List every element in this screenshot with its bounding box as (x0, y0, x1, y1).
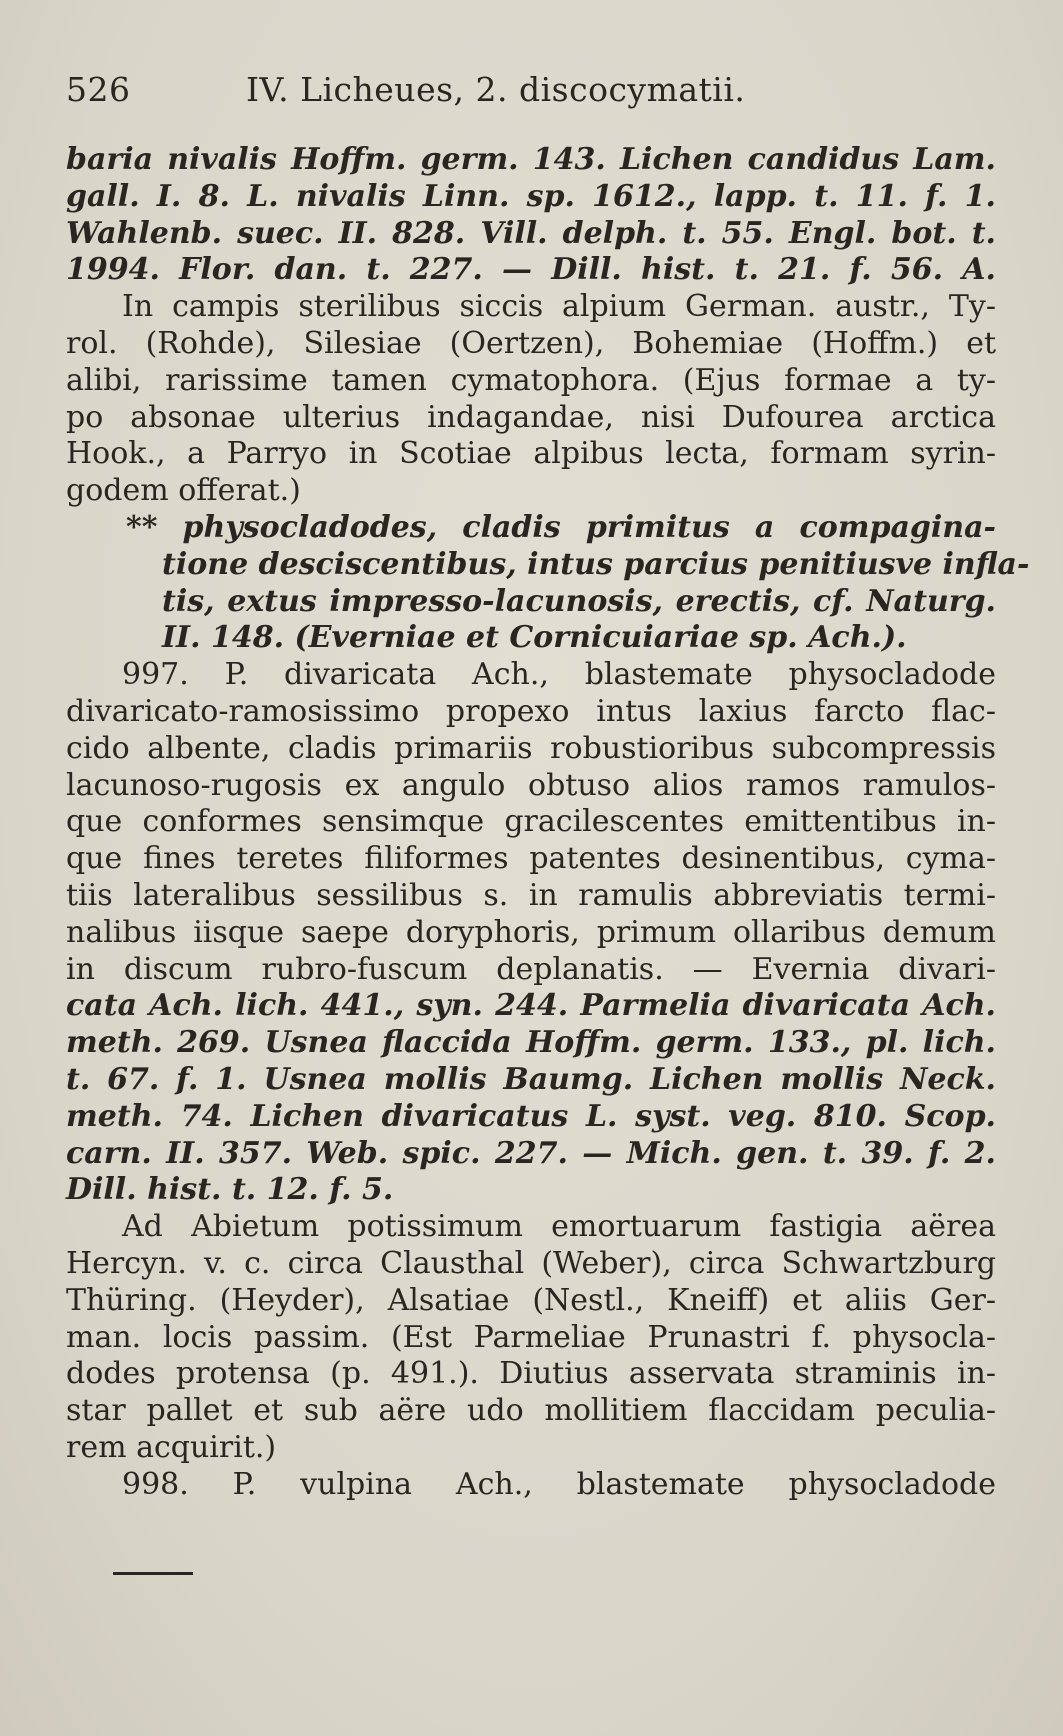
text-line: tiis lateralibus sessilibus s. in ramulis abbreviatis termi- (66, 877, 996, 913)
text-line: Dill. hist. t. 12. f. 5. (66, 1172, 394, 1208)
text-line: tis, extus impresso-lacunosis, erectis, cf. Naturg. (162, 583, 996, 619)
text-line: ** physocladodes, cladis primitus a compagina- (126, 509, 996, 545)
text-line: in discum rubro-fuscum deplanatis. — Evernia divari- (66, 951, 996, 987)
text-line: man. locis passim. (Est Parmeliae Prunastri f. physocla- (66, 1319, 996, 1355)
text-line: t. 67. f. 1. Usnea mollis Baumg. Lichen mollis Neck. (66, 1061, 996, 1097)
text-line: gall. I. 8. L. nivalis Linn. sp. 1612., lapp. t. 11. f. 1. (66, 178, 996, 214)
text-line: divaricato-ramosissimo propexo intus laxius farcto flac- (66, 693, 996, 729)
text-line: Hercyn. v. c. circa Clausthal (Weber), circa Schwartzburg (66, 1245, 996, 1281)
text-line: meth. 74. Lichen divaricatus L. syst. veg. 810. Scop. (66, 1098, 996, 1134)
text-line: baria nivalis Hoffm. germ. 143. Lichen candidus Lam. (66, 142, 996, 177)
text-line: Hook., a Parryo in Scotiae alpibus lecta, formam syrin- (66, 436, 996, 472)
underline-rule (113, 1572, 193, 1575)
text-line: po absonae ulterius indagandae, nisi Dufourea arctica (66, 399, 996, 435)
text-line: carn. II. 357. Web. spic. 227. — Mich. gen. t. 39. f. 2. (66, 1135, 996, 1171)
text-line: lacunoso-rugosis ex angulo obtuso alios ramos ramulos- (66, 767, 996, 803)
text-line: Wahlenb. suec. II. 828. Vill. delph. t. 55. Engl. bot. t. (66, 215, 996, 251)
text-line: II. 148. (Everniae et Cornicuiariae sp. Ach.). (162, 620, 907, 656)
text-line: que fines teretes filiformes patentes desinentibus, cyma- (66, 841, 996, 877)
text-line: rol. (Rohde), Silesiae (Oertzen), Bohemiae (Hoffm.) et (66, 325, 996, 361)
text-line: rem acquirit.) (66, 1429, 277, 1465)
text-line: In campis sterilibus siccis alpium German. austr., Ty- (122, 289, 996, 325)
text-line: nalibus iisque saepe doryphoris, primum ollaribus demum (66, 914, 996, 950)
page-number: 526 (66, 70, 131, 109)
text-line: cido albente, cladis primariis robustioribus subcompressis (66, 730, 996, 766)
text-line: Thüring. (Heyder), Alsatiae (Nestl., Kneiff) et aliis Ger- (66, 1282, 996, 1318)
text-line: que conformes sensimque gracilescentes emittentibus in- (66, 804, 996, 840)
page-header (66, 70, 745, 109)
text-line: Ad Abietum potissimum emortuarum fastigia aërea (122, 1209, 996, 1245)
text-line: 998. P. vulpina Ach., blastemate physocladode (122, 1466, 996, 1502)
body-text (66, 142, 1030, 1503)
text-line: alibi, rarissime tamen cymatophora. (Ejus formae a ty- (66, 362, 996, 398)
text-line: godem offerat.) (66, 473, 301, 509)
text-line: tione desciscentibus, intus parcius penitiusve infla- (162, 546, 1030, 582)
text-line: dodes protensa (p. 491.). Diutius asservata straminis in- (66, 1356, 996, 1392)
text-line: 1994. Flor. dan. t. 227. — Dill. hist. t. 21. f. 56. A. (66, 252, 996, 288)
text-line: cata Ach. lich. 441., syn. 244. Parmelia divaricata Ach. (66, 988, 996, 1024)
text-line: 997. P. divaricata Ach., blastemate physocladode (122, 657, 996, 693)
text-line: meth. 269. Usnea flaccida Hoffm. germ. 133., pl. lich. (66, 1025, 996, 1061)
running-title: IV. Licheues, 2. discocymatii. (246, 70, 746, 109)
text-line: star pallet et sub aëre udo mollitiem flaccidam peculia- (66, 1393, 996, 1429)
